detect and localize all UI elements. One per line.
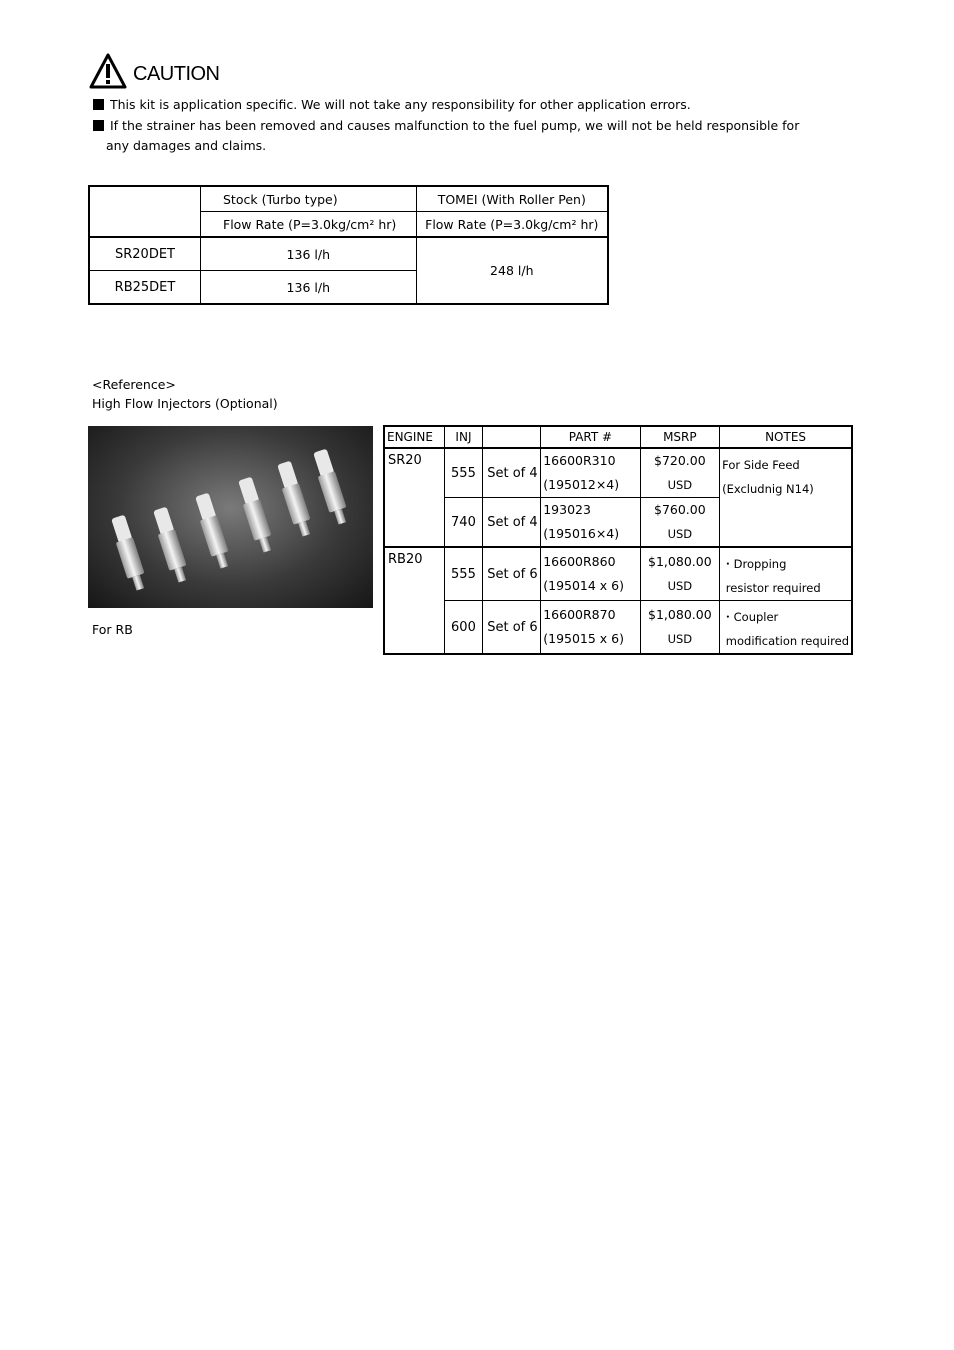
caution-note-2: If the strainer has been removed and causes malfunction to the fuel pump, we will not be held responsible for (93, 118, 799, 134)
msrp (640, 448, 720, 498)
caution-header (89, 53, 220, 89)
set-size: Set of 4 (483, 498, 541, 548)
flow-table-corner (89, 186, 201, 237)
col-msrp-header: MSRP (640, 426, 720, 448)
msrp-value: $1,080.00 (648, 607, 712, 622)
engine-cell: SR20 (384, 448, 444, 547)
flow-tomei-value: 248 l/h (416, 237, 608, 304)
reference-label: <Reference> (92, 377, 176, 392)
msrp-currency: USD (667, 527, 693, 541)
col-set-header (483, 426, 541, 448)
injector-table (383, 425, 853, 655)
part-number (541, 498, 640, 548)
msrp (640, 547, 720, 601)
note-line: resistor required (722, 581, 821, 595)
inj-size: 555 (444, 547, 483, 601)
part-number-sub: (195016×4) (543, 526, 620, 541)
part-number (541, 601, 640, 655)
flow-col-tomei-sub: Flow Rate (P=3.0kg/cm² hr) (416, 212, 608, 238)
set-size: Set of 4 (483, 448, 541, 498)
flow-rate-table (88, 185, 609, 305)
flow-row-engine: SR20DET (89, 237, 201, 271)
inj-size: 740 (444, 498, 483, 548)
msrp (640, 601, 720, 655)
flow-row-stock-value: 136 l/h (201, 271, 417, 305)
note-line: ・Coupler (722, 610, 779, 624)
engine-cell: RB20 (384, 547, 444, 654)
part-number-main: 16600R860 (543, 554, 616, 569)
note-line: (Excludnig N14) (722, 482, 814, 496)
msrp-value: $760.00 (654, 502, 706, 517)
col-part-header: PART # (541, 426, 640, 448)
caution-note-1: This kit is application specific. We will not take any responsibility for other application errors. (93, 97, 691, 113)
inj-size: 555 (444, 448, 483, 498)
injectors-photo (88, 426, 373, 608)
photo-caption: For RB (92, 622, 133, 637)
bullet-square-icon (93, 99, 104, 110)
part-number-sub: (195015 x 6) (543, 631, 625, 646)
part-number (541, 547, 640, 601)
col-engine-header: ENGINE (384, 426, 444, 448)
col-inj-header: INJ (444, 426, 483, 448)
part-number-sub: (195014 x 6) (543, 578, 625, 593)
notes-cell (720, 448, 852, 547)
bullet-square-icon (93, 120, 104, 131)
inj-size: 600 (444, 601, 483, 655)
flow-col-stock-head: Stock (Turbo type) (201, 186, 417, 212)
note-line: For Side Feed (722, 458, 800, 472)
msrp-value: $720.00 (654, 453, 706, 468)
note-line: ・Dropping (722, 557, 787, 571)
flow-row-stock-value: 136 l/h (201, 237, 417, 271)
col-notes-header: NOTES (720, 426, 852, 448)
msrp (640, 498, 720, 548)
part-number-sub: (195012×4) (543, 477, 620, 492)
flow-col-stock-sub: Flow Rate (P=3.0kg/cm² hr) (201, 212, 417, 238)
msrp-currency: USD (667, 632, 693, 646)
flow-col-tomei-head: TOMEI (With Roller Pen) (416, 186, 608, 212)
part-number (541, 448, 640, 498)
injector-illustration (88, 426, 373, 608)
part-number-main: 16600R870 (543, 607, 616, 622)
part-number-main: 193023 (543, 502, 591, 517)
warning-icon (89, 53, 127, 89)
reference-heading: High Flow Injectors (Optional) (92, 396, 278, 411)
part-number-main: 16600R310 (543, 453, 616, 468)
msrp-currency: USD (667, 579, 693, 593)
caution-title: CAUTION (133, 62, 220, 85)
set-size: Set of 6 (483, 601, 541, 655)
msrp-currency: USD (667, 478, 693, 492)
flow-row-engine: RB25DET (89, 271, 201, 305)
set-size: Set of 6 (483, 547, 541, 601)
notes-cell (720, 601, 852, 655)
notes-cell (720, 547, 852, 601)
caution-note-2-cont: any damages and claims. (106, 138, 267, 153)
msrp-value: $1,080.00 (648, 554, 712, 569)
note-line: modification required (722, 634, 849, 648)
